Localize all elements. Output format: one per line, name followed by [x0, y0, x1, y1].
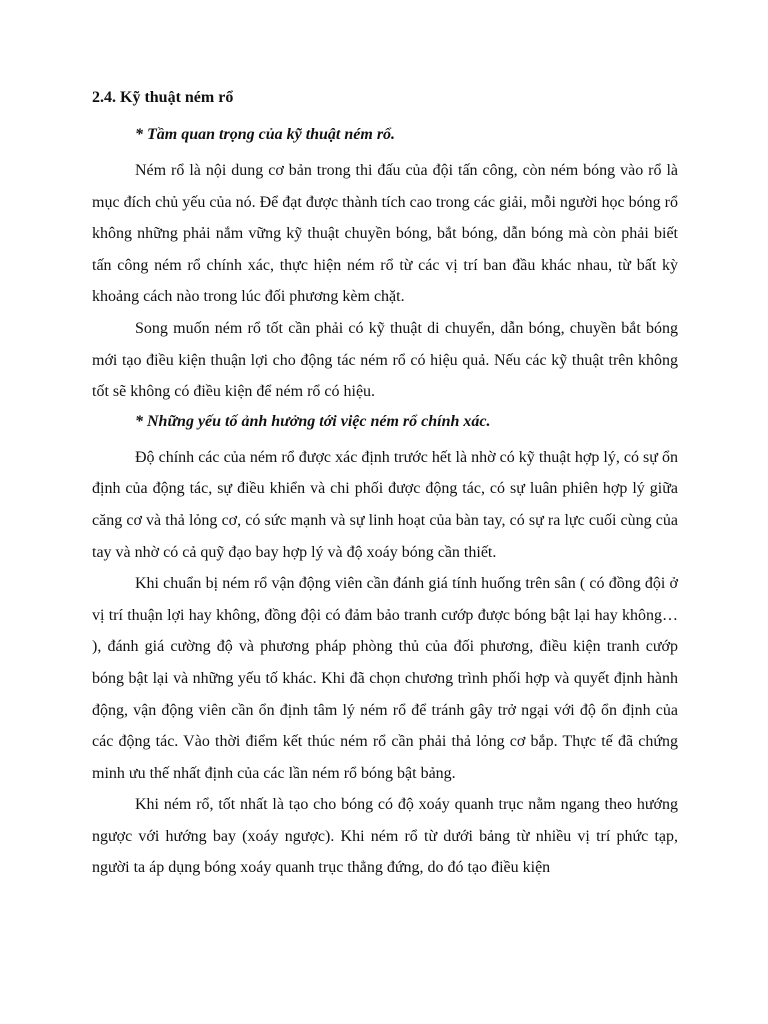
- subheading-factors: * Những yếu tố ảnh hưởng tới việc ném rổ chính xác.: [135, 412, 491, 430]
- paragraph-factors-1: Độ chính các của ném rổ được xác định trước hết là nhờ có kỹ thuật hợp lý, có sự ổn định của động tác, sự điều khiển và chi phối được động tác, có sự luân phiên hợp lý giữa căng cơ và thả lỏng cơ, có sức mạnh và sự linh hoạt của bàn tay, có sự ra lực cuối cùng của tay và nhờ có cả quỹ đạo bay hợp lý và độ xoáy bóng cần thiết.: [92, 448, 678, 561]
- paragraph-importance-2: Song muốn ném rổ tốt cần phải có kỹ thuật di chuyển, dẫn bóng, chuyền bắt bóng mới tạo điều kiện thuận lợi cho động tác ném rổ có hiệu quả. Nếu các kỹ thuật trên không tốt sẽ không có điều kiện để ném rổ có hiệu.: [92, 319, 678, 401]
- paragraph-factors-2: Khi chuẩn bị ném rổ vận động viên cần đánh giá tính huống trên sân ( có đồng đội ở vị trí thuận lợi hay không, đồng đội có đảm bảo tranh cướp được bóng bật lại hay không… ), đánh giá cường độ và phương pháp phòng thủ của đối phương, điều kiện tranh cướp bóng bật lại và những yếu tố khác. Khi đã chọn chương trình phối hợp và quyết định hành động, vận động viên cần ổn định tâm lý ném rổ để tránh gây trở ngại với độ ổn định của các động tác. Vào thời điểm kết thúc ném rổ cần phải thả lỏng cơ bắp. Thực tế đã chứng minh ưu thế nhất định của các lần ném rổ bóng bật bảng.: [92, 575, 678, 782]
- paragraph-importance-1: Ném rổ là nội dung cơ bản trong thi đấu của đội tấn công, còn ném bóng vào rổ là mục đích chủ yếu của nó. Để đạt được thành tích cao trong các giải, mỗi người học bóng rổ không những phải nắm vững kỹ thuật chuyền bóng, bắt bóng, dẫn bóng mà còn phải biết tấn công ném rổ chính xác, thực hiện ném rổ từ các vị trí ban đầu khác nhau, từ bất kỳ khoảng cách nào trong lúc đối phương kèm chặt.: [92, 162, 678, 306]
- paragraph-factors-3: Khi ném rổ, tốt nhất là tạo cho bóng có độ xoáy quanh trục nằm ngang theo hướng ngược với hướng bay (xoáy ngược). Khi ném rổ từ dưới bảng từ nhiều vị trí phức tạp, người ta áp dụng bóng xoáy quanh trục thẳng đứng, do đó tạo điều kiện: [92, 796, 678, 877]
- subheading-importance: * Tầm quan trọng của kỹ thuật ném rổ.: [135, 126, 396, 143]
- document-page: [92, 88, 678, 884]
- section-heading: 2.4. Kỹ thuật ném rổ: [92, 89, 234, 106]
